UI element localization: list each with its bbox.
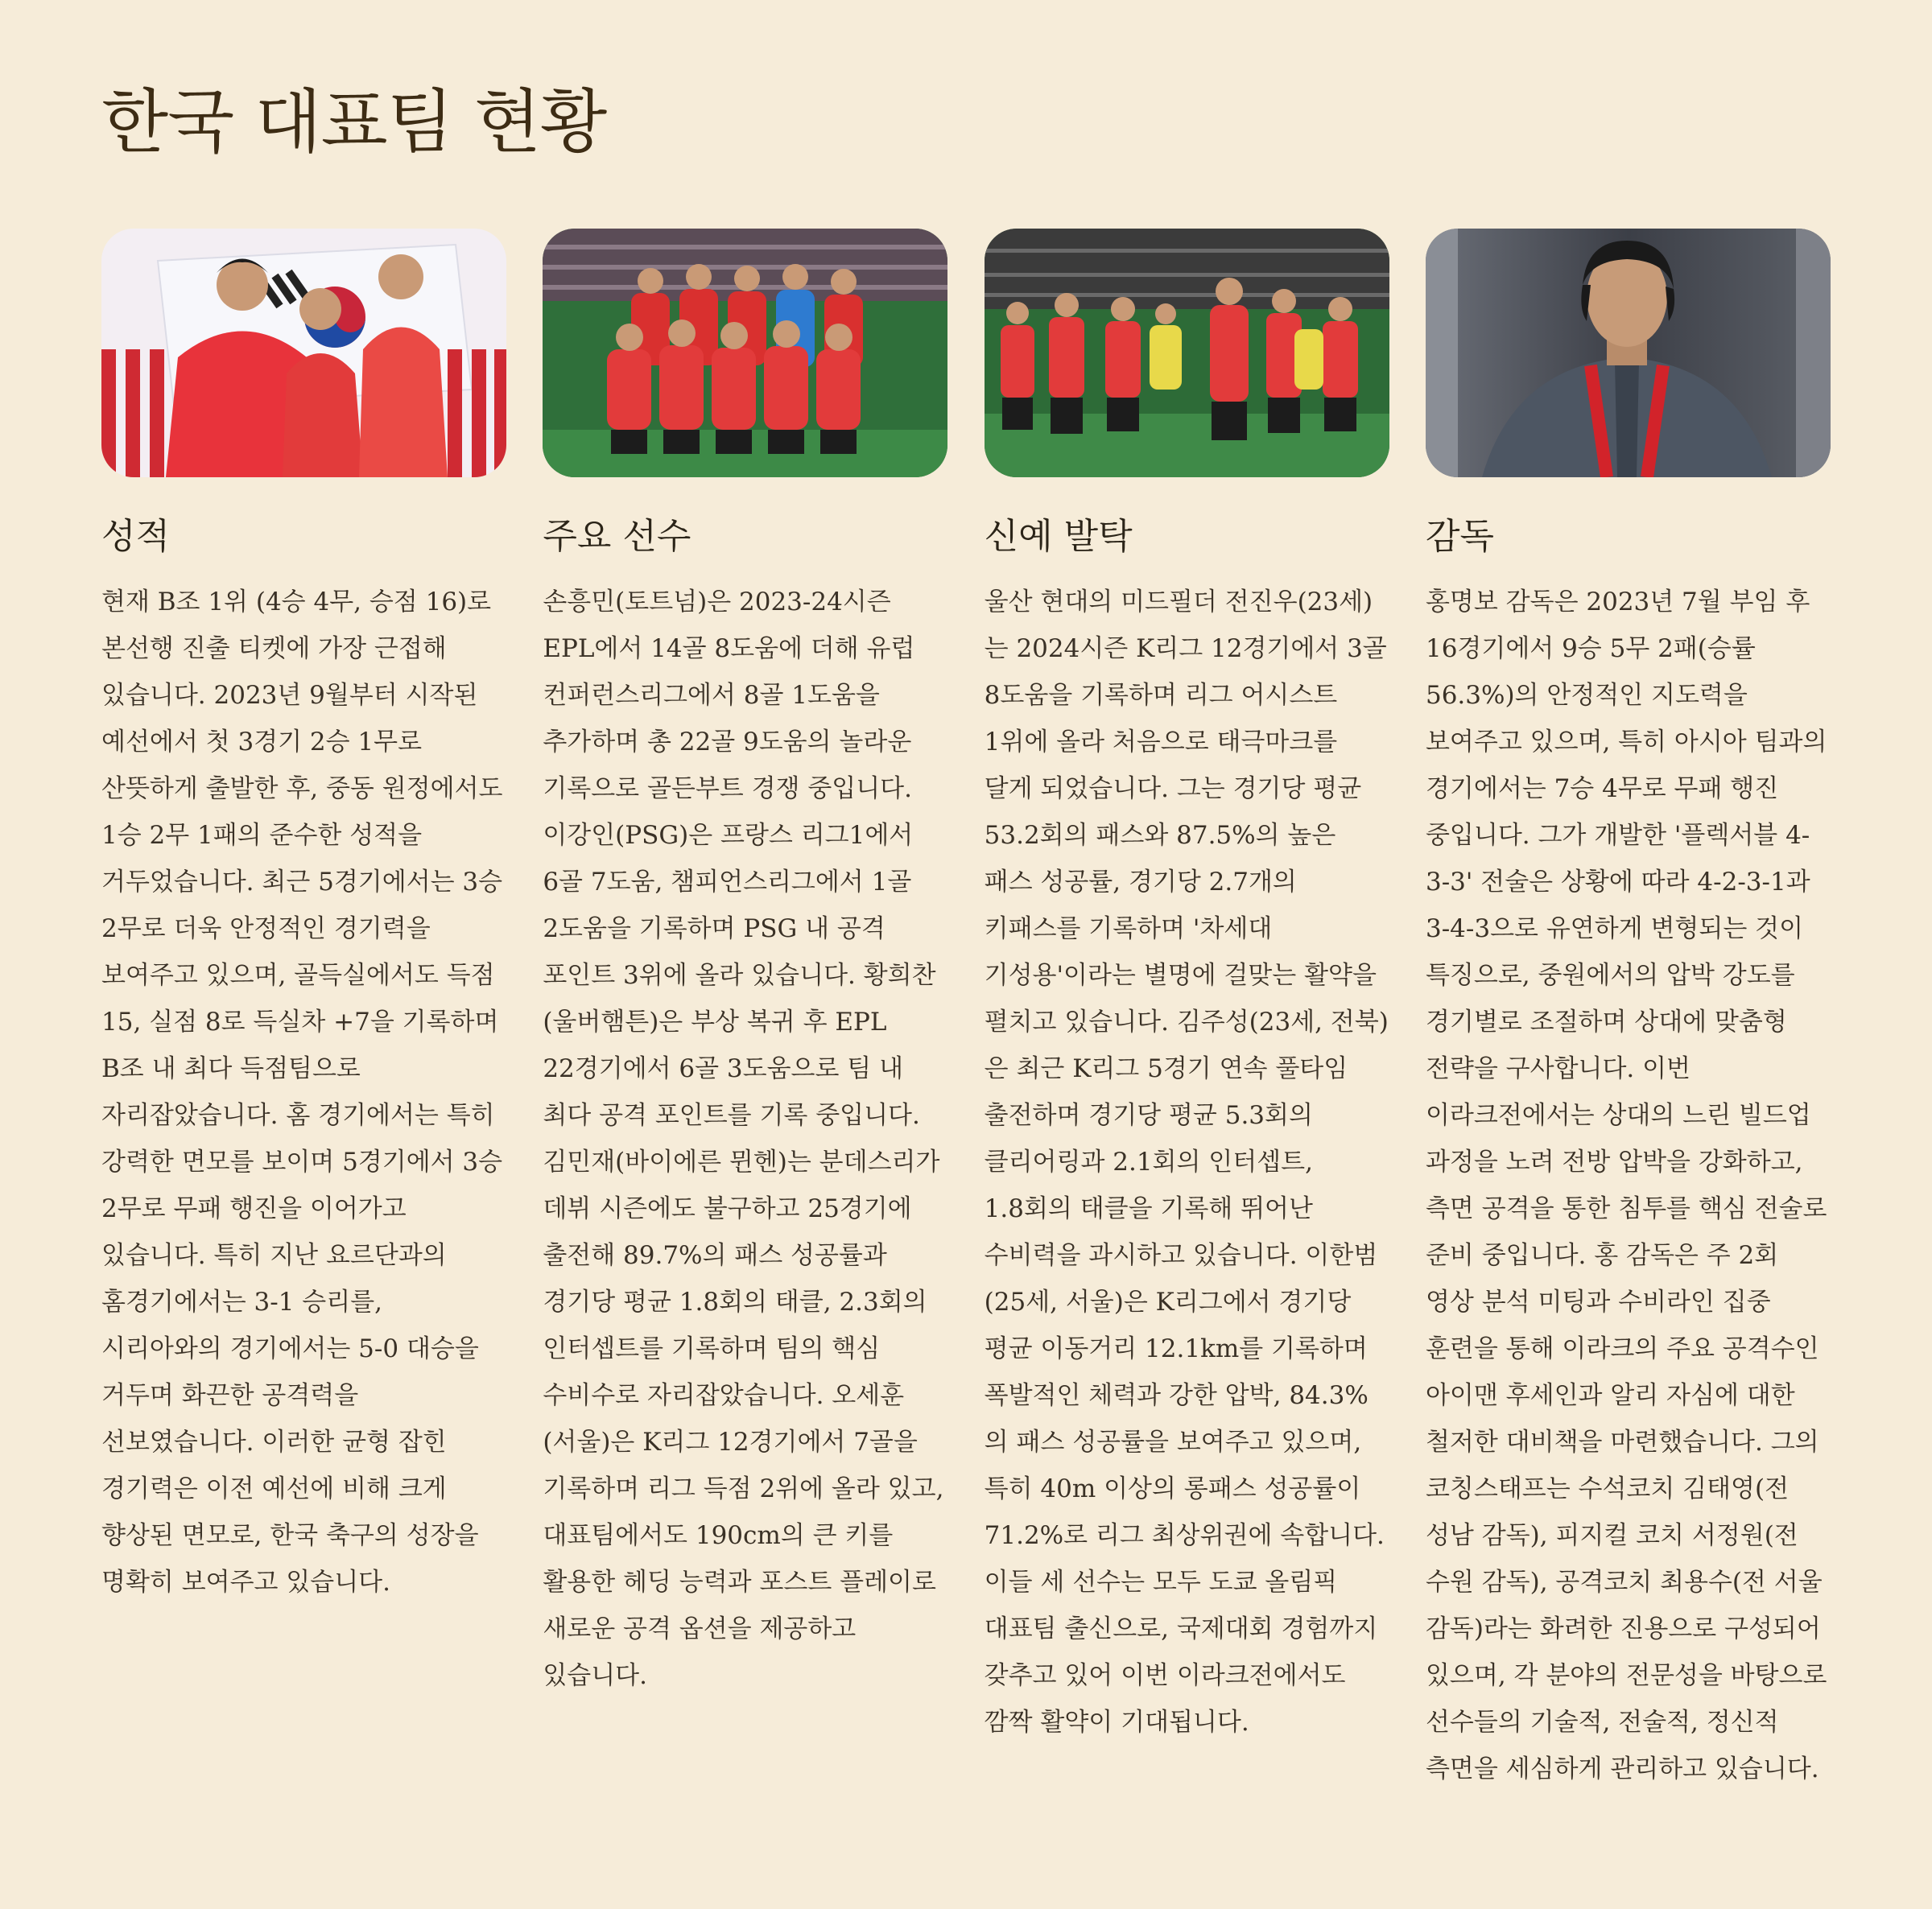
section-body: 울산 현대의 미드필더 전진우(23세)는 2024시즌 K리그 12경기에서 3골 8도움을 기록하며 리그 어시스트 1위에 올라 처음으로 태극마크를 달게 되었습니다. 그는 경기당 평균 53.2회의 패스와 87.5%의 높은 패스 성공률, 경기당 2.7개의 키패스를 기록하며 '차세대 기성용'이라는 별명에 걸맞는 활약을 펼치고 있습니다. 김주성(23세, 전북)은 최근 K리그 5경기 연속 풀타임 출전하며 경기당 평균 5.3회의 클리어링과 2.1회의 인터셉트, 1.8회의 태클을 기록해 뛰어난 수비력을 과시하고 있습니다. 이한범(25세, 서울)은 K리그에서 경기당 평균 이동거리 12.1km를 기록하며 폭발적인 체력과 강한 압박, 84.3%의 패스 성공률을 보여주고 있으며, 특히 40m 이상의 롱패스 성공률이 71.2%로 리그 최상위권에 속합니다. 이들 세 선수는 모두 도쿄 올림픽 대표팀 출신으로, 국제대회 경험까지 갖추고 있어 이번 이라크전에서도 깜짝 활약이 기대됩니다.	[984, 588, 1389, 1737]
sections-grid	[101, 229, 1831, 1792]
section-coach	[1426, 229, 1831, 1792]
section-body: 손흥민(토트넘)은 2023-24시즌 EPL에서 14골 8도움에 더해 유럽 컨퍼런스리그에서 8골 1도움을 추가하며 총 22골 9도움의 놀라운 기록으로 골든부트 경쟁 중입니다. 이강인(PSG)은 프랑스 리그1에서 6골 7도움, 챔피언스리그에서 1골 2도움을 기록하며 PSG 내 공격 포인트 3위에 올라 있습니다. 황희찬(울버햄튼)은 부상 복귀 후 EPL 22경기에서 6골 3도움으로 팀 내 최다 공격 포인트를 기록 중입니다. 김민재(바이에른 뮌헨)는 분데스리가 데뷔 시즌에도 불구하고 25경기에 출전해 89.7%의 패스 성공률과 경기당 평균 1.8회의 태클, 2.3회의 인터셉트를 기록하며 팀의 핵심 수비수로 자리잡았습니다. 오세훈(서울)은 K리그 12경기에서 7골을 기록하며 리그 득점 2위에 올라 있고, 대표팀에서도 190cm의 큰 키를 활용한 헤딩 능력과 포스트 플레이로 새로운 공격 옵션을 제공하고 있습니다.	[543, 588, 944, 1690]
section-title: 주요 선수	[543, 516, 691, 557]
section-title: 성적	[101, 516, 171, 557]
section-new-call-ups	[985, 229, 1389, 1792]
section-title: 신예 발탁	[984, 516, 1133, 557]
page-title: 한국 대표팀 현황	[101, 82, 607, 163]
korea-team-poster-photo	[101, 229, 506, 477]
section-body: 현재 B조 1위 (4승 4무, 승점 16)로 본선행 진출 티켓에 가장 근접해 있습니다. 2023년 9월부터 시작된 예선에서 첫 3경기 2승 1무로 산뜻하게 출발한 후, 중동 원정에서도 1승 2무 1패의 준수한 성적을 거두었습니다. 최근 5경기에서는 3승 2무로 더욱 안정적인 경기력을 보여주고 있으며, 골득실에서도 득점 15, 실점 8로 득실차 +7을 기록하며 B조 내 최다 득점팀으로 자리잡았습니다. 홈 경기에서는 특히 강력한 면모를 보이며 5경기에서 3승 2무로 무패 행진을 이어가고 있습니다. 특히 지난 요르단과의 홈경기에서는 3-1 승리를, 시리아와의 경기에서는 5-0 대승을 거두며 화끈한 공격력을 선보였습니다. 이러한 균형 잡힌 경기력은 이전 예선에 비해 크게 향상된 면모로, 한국 축구의 성장을 명확히 보여주고 있습니다.	[101, 588, 503, 1597]
section-title: 감독	[1425, 516, 1494, 557]
players-walking-photo	[985, 229, 1389, 477]
section-performance	[101, 229, 506, 1792]
section-key-players	[543, 229, 947, 1792]
team-lineup-photo	[543, 229, 947, 477]
section-body: 홍명보 감독은 2023년 7월 부임 후 16경기에서 9승 5무 2패(승률 56.3%)의 안정적인 지도력을 보여주고 있으며, 특히 아시아 팀과의 경기에서는 7승 4무로 무패 행진 중입니다. 그가 개발한 '플렉서블 4-3-3' 전술은 상황에 따라 4-2-3-1과 3-4-3으로 유연하게 변형되는 것이 특징으로, 중원에서의 압박 강도를 경기별로 조절하며 상대에 맞춤형 전략을 구사합니다. 이번 이라크전에서는 상대의 느린 빌드업 과정을 노려 전방 압박을 강화하고, 측면 공격을 통한 침투를 핵심 전술로 준비 중입니다. 홍 감독은 주 2회 영상 분석 미팅과 수비라인 집중 훈련을 통해 이라크의 주요 공격수인 아이맨 후세인과 알리 자심에 대한 철저한 대비책을 마련했습니다. 그의 코칭스태프는 수석코치 김태영(전 성남 감독), 피지컬 코치 서정원(전 수원 감독), 공격코치 최용수(전 서울 감독)라는 화려한 진용으로 구성되어 있으며, 각 분야의 전문성을 바탕으로 선수들의 기술적, 전술적, 정신적 측면을 세심하게 관리하고 있습니다.	[1425, 588, 1827, 1783]
coach-portrait-photo	[1426, 229, 1831, 477]
